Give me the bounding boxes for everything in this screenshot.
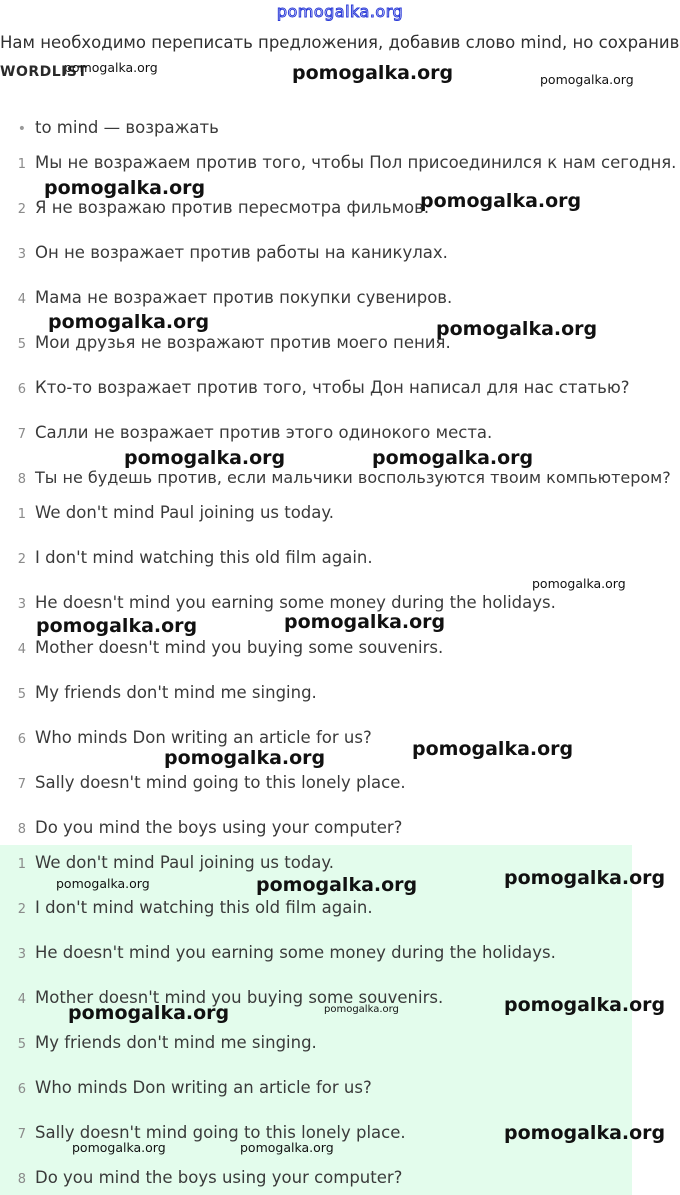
sentence-number: 2 bbox=[17, 202, 26, 217]
english-sentence bbox=[0, 501, 334, 525]
sentence-text: Я не возражаю против пересмотра фильмов. bbox=[35, 198, 430, 217]
sentence-text: Мама не возражает против покупки сувениров. bbox=[35, 288, 453, 307]
answer-sentence bbox=[0, 1076, 372, 1100]
watermark: pomogalka.org bbox=[324, 1004, 399, 1015]
watermark: pomogalka.org bbox=[504, 867, 666, 889]
watermark: pomogalka.org bbox=[240, 1140, 334, 1155]
watermark: pomogalka.org bbox=[420, 190, 582, 212]
watermark: pomogalka.org bbox=[540, 72, 634, 87]
watermark: pomogalka.org bbox=[124, 447, 286, 469]
sentence-text: My friends don't mind me singing. bbox=[35, 1033, 317, 1052]
sentence-number: 2 bbox=[17, 902, 26, 917]
watermark: pomogalka.org bbox=[164, 747, 326, 769]
watermark: pomogalka.org bbox=[504, 1122, 666, 1144]
watermark: pomogalka.org bbox=[44, 177, 206, 199]
watermark: pomogalka.org bbox=[436, 318, 598, 340]
wordlist-heading: WORDLIST bbox=[0, 64, 88, 80]
watermark: pomogalka.org bbox=[372, 447, 534, 469]
russian-sentence bbox=[0, 196, 429, 220]
sentence-number: 8 bbox=[17, 472, 26, 487]
sentence-number: 5 bbox=[17, 1037, 26, 1052]
sentence-text: We don't mind Paul joining us today. bbox=[35, 503, 335, 522]
watermark: pomogalka.org bbox=[72, 1140, 166, 1155]
sentence-number: 4 bbox=[17, 642, 26, 657]
sentence-text: Who minds Don writing an article for us? bbox=[35, 1078, 372, 1097]
sentence-number: 7 bbox=[17, 427, 26, 442]
sentence-text: Кто-то возражает против того, чтобы Дон написал для нас статью? bbox=[35, 378, 630, 397]
russian-sentence bbox=[0, 421, 492, 445]
russian-sentence bbox=[0, 376, 630, 400]
english-sentence bbox=[0, 591, 556, 615]
sentence-text: I don't mind watching this old film again. bbox=[35, 898, 373, 917]
sentence-number: 4 bbox=[17, 292, 26, 307]
answer-sentence bbox=[0, 1166, 402, 1190]
answer-sentence bbox=[0, 1031, 317, 1055]
russian-sentence bbox=[0, 331, 451, 355]
watermark: pomogalka.org bbox=[284, 611, 446, 633]
sentence-text: Mother doesn't mind you buying some souvenirs. bbox=[35, 988, 444, 1007]
sentence-text: He doesn't mind you earning some money during the holidays. bbox=[35, 593, 556, 612]
sentence-number: 6 bbox=[17, 732, 26, 747]
sentence-text: Mother doesn't mind you buying some souvenirs. bbox=[35, 638, 444, 657]
sentence-text: Мы не возражаем против того, чтобы Пол присоединился к нам сегодня. bbox=[35, 153, 677, 172]
wordlist-item-text: to mind — возражать bbox=[35, 118, 219, 137]
watermark: pomogalka.org bbox=[68, 1002, 230, 1024]
sentence-text: We don't mind Paul joining us today. bbox=[35, 853, 335, 872]
sentence-text: Who minds Don writing an article for us? bbox=[35, 728, 372, 747]
watermark: pomogalka.org bbox=[36, 615, 198, 637]
sentence-number: 7 bbox=[17, 1127, 26, 1142]
watermark: pomogalka.org bbox=[504, 994, 666, 1016]
sentence-number: 8 bbox=[17, 1172, 26, 1187]
english-sentence bbox=[0, 546, 373, 570]
wordlist-item bbox=[0, 116, 219, 140]
sentence-text: He doesn't mind you earning some money during the holidays. bbox=[35, 943, 556, 962]
sentence-number: 1 bbox=[17, 507, 26, 522]
answer-sentence bbox=[0, 851, 334, 875]
site-logo[interactable]: pomogalka.org bbox=[276, 2, 404, 21]
sentence-text: Sally doesn't mind going to this lonely place. bbox=[35, 773, 406, 792]
russian-sentence bbox=[0, 466, 671, 490]
watermark: pomogalka.org bbox=[64, 60, 158, 75]
answer-sentence bbox=[0, 896, 373, 920]
sentence-text: Ты не будешь против, если мальчики воспользуются твоим компьютером? bbox=[35, 468, 671, 487]
english-sentence bbox=[0, 636, 443, 660]
sentence-number: 7 bbox=[17, 777, 26, 792]
sentence-number: 1 bbox=[17, 157, 26, 172]
sentence-number: 6 bbox=[17, 382, 26, 397]
watermark: pomogalka.org bbox=[256, 874, 418, 896]
sentence-text: Do you mind the boys using your computer? bbox=[35, 818, 403, 837]
sentence-number: 4 bbox=[17, 992, 26, 1007]
watermark: pomogalka.org bbox=[48, 311, 210, 333]
sentence-number: 5 bbox=[17, 337, 26, 352]
sentence-number: 5 bbox=[17, 687, 26, 702]
sentence-text: Салли не возражает против этого одинокого места. bbox=[35, 423, 493, 442]
russian-sentence bbox=[0, 241, 448, 265]
sentence-text: Sally doesn't mind going to this lonely place. bbox=[35, 1123, 406, 1142]
english-sentence bbox=[0, 771, 406, 795]
sentence-number: 3 bbox=[17, 247, 26, 262]
sentence-number: 2 bbox=[17, 552, 26, 567]
sentence-text: Do you mind the boys using your computer? bbox=[35, 1168, 403, 1187]
watermark: pomogalka.org bbox=[532, 576, 626, 591]
task-instruction: Нам необходимо переписать предложения, добавив слово mind, но сохранив bbox=[0, 33, 680, 52]
sentence-text: Мои друзья не возражают против моего пения. bbox=[35, 333, 451, 352]
russian-sentence bbox=[0, 286, 452, 310]
sentence-text: My friends don't mind me singing. bbox=[35, 683, 317, 702]
sentence-text: I don't mind watching this old film again. bbox=[35, 548, 373, 567]
russian-sentence bbox=[0, 151, 676, 175]
sentence-text: Он не возражает против работы на каникулах. bbox=[35, 243, 448, 262]
english-sentence bbox=[0, 816, 402, 840]
bullet-icon: • bbox=[17, 121, 26, 137]
english-sentence bbox=[0, 681, 317, 705]
sentence-number: 3 bbox=[17, 597, 26, 612]
answer-sentence bbox=[0, 1121, 406, 1145]
sentence-number: 6 bbox=[17, 1082, 26, 1097]
sentence-number: 3 bbox=[17, 947, 26, 962]
watermark: pomogalka.org bbox=[56, 876, 150, 891]
answer-sentence bbox=[0, 941, 556, 965]
watermark: pomogalka.org bbox=[292, 62, 454, 84]
sentence-number: 1 bbox=[17, 857, 26, 872]
watermark: pomogalka.org bbox=[412, 738, 574, 760]
sentence-number: 8 bbox=[17, 822, 26, 837]
